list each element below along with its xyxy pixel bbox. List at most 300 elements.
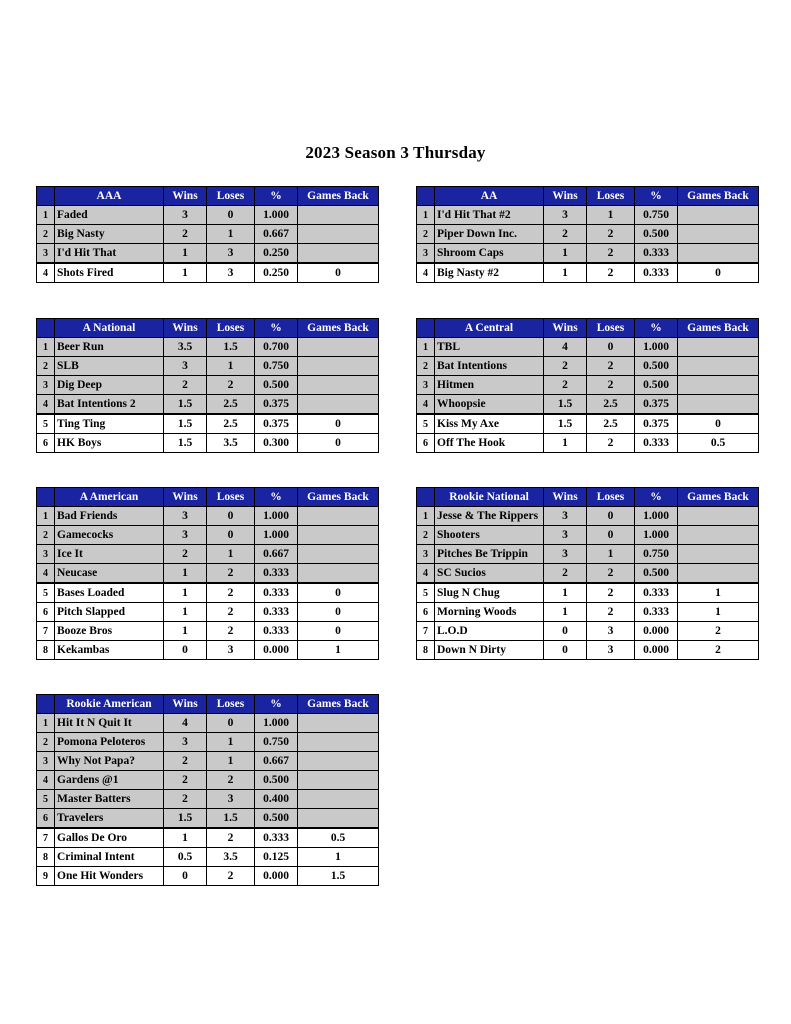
team-wins: 2 <box>164 225 207 244</box>
team-pct: 0.667 <box>255 752 298 771</box>
team-games-back <box>678 507 759 526</box>
team-wins: 2 <box>544 225 587 244</box>
team-pct: 1.000 <box>635 507 678 526</box>
team-games-back <box>298 338 379 357</box>
team-wins: 2 <box>164 771 207 790</box>
table-header-row <box>37 319 379 338</box>
row-rank: 1 <box>37 206 55 225</box>
team-loses: 2 <box>207 583 255 603</box>
team-pct: 0.333 <box>635 244 678 264</box>
team-name: Kekambas <box>55 641 164 660</box>
team-loses: 3 <box>587 622 635 641</box>
team-name: Shroom Caps <box>435 244 544 264</box>
team-games-back: 1 <box>678 603 759 622</box>
team-wins: 1.5 <box>544 395 587 415</box>
team-wins: 3.5 <box>164 338 207 357</box>
table-row <box>417 641 759 660</box>
team-pct: 0.333 <box>635 583 678 603</box>
team-loses: 2 <box>587 376 635 395</box>
row-rank: 4 <box>417 564 435 584</box>
column-header-loses: Loses <box>207 488 255 507</box>
team-name: Gallos De Oro <box>55 828 164 848</box>
team-loses: 1 <box>207 357 255 376</box>
table-row <box>417 583 759 603</box>
team-games-back <box>678 545 759 564</box>
row-rank: 2 <box>37 225 55 244</box>
team-name: Pitch Slapped <box>55 603 164 622</box>
row-rank: 6 <box>37 603 55 622</box>
row-rank: 8 <box>37 848 55 867</box>
team-pct: 0.375 <box>635 414 678 434</box>
team-wins: 1 <box>164 603 207 622</box>
team-wins: 2 <box>164 376 207 395</box>
row-rank: 6 <box>417 603 435 622</box>
column-header-pct: % <box>635 319 678 338</box>
team-name: Travelers <box>55 809 164 829</box>
table-row <box>37 867 379 886</box>
table-row <box>37 790 379 809</box>
table-header-row <box>417 319 759 338</box>
column-header-pct: % <box>255 488 298 507</box>
team-pct: 0.333 <box>255 583 298 603</box>
table-header-row <box>37 695 379 714</box>
table-row <box>37 809 379 829</box>
column-header-rank <box>417 319 435 338</box>
team-loses: 2 <box>587 263 635 283</box>
team-loses: 2 <box>587 564 635 584</box>
team-wins: 1.5 <box>164 395 207 415</box>
row-rank: 6 <box>417 434 435 453</box>
team-name: Bat Intentions 2 <box>55 395 164 415</box>
team-name: Big Nasty <box>55 225 164 244</box>
team-games-back: 0 <box>678 263 759 283</box>
team-wins: 1 <box>164 244 207 264</box>
table-row <box>37 545 379 564</box>
team-pct: 1.000 <box>635 338 678 357</box>
team-name: Pitches Be Trippin <box>435 545 544 564</box>
team-loses: 3 <box>207 244 255 264</box>
team-name: Criminal Intent <box>55 848 164 867</box>
team-pct: 0.400 <box>255 790 298 809</box>
column-header-pct: % <box>255 695 298 714</box>
row-rank: 5 <box>417 583 435 603</box>
team-loses: 2 <box>207 603 255 622</box>
table-row <box>417 225 759 244</box>
standings-table <box>36 186 379 283</box>
table-header-row <box>417 488 759 507</box>
table-row <box>37 414 379 434</box>
team-games-back <box>678 244 759 264</box>
team-pct: 0.500 <box>635 564 678 584</box>
division-table-aaa <box>36 186 379 283</box>
team-games-back <box>678 225 759 244</box>
row-rank: 2 <box>417 526 435 545</box>
team-pct: 1.000 <box>635 526 678 545</box>
table-row <box>417 414 759 434</box>
row-rank: 2 <box>37 357 55 376</box>
team-name: Kiss My Axe <box>435 414 544 434</box>
team-games-back <box>678 357 759 376</box>
table-row <box>37 434 379 453</box>
team-pct: 0.500 <box>635 357 678 376</box>
team-wins: 2 <box>544 376 587 395</box>
column-header-pct: % <box>635 187 678 206</box>
table-row <box>37 357 379 376</box>
row-rank: 1 <box>37 338 55 357</box>
team-name: Down N Dirty <box>435 641 544 660</box>
team-pct: 0.000 <box>635 641 678 660</box>
team-wins: 2 <box>544 357 587 376</box>
row-rank: 4 <box>417 263 435 283</box>
team-games-back: 0.5 <box>298 828 379 848</box>
table-row <box>37 848 379 867</box>
team-wins: 1.5 <box>544 414 587 434</box>
table-row <box>417 357 759 376</box>
team-name: Hit It N Quit It <box>55 714 164 733</box>
row-rank: 4 <box>37 564 55 584</box>
table-row <box>37 603 379 622</box>
division-name: A National <box>55 319 164 338</box>
table-row <box>417 263 759 283</box>
column-header-wins: Wins <box>544 488 587 507</box>
team-loses: 0 <box>207 206 255 225</box>
column-header-pct: % <box>635 488 678 507</box>
team-name: Bat Intentions <box>435 357 544 376</box>
column-header-loses: Loses <box>587 488 635 507</box>
team-name: Ice It <box>55 545 164 564</box>
column-header-loses: Loses <box>207 695 255 714</box>
team-wins: 0 <box>164 641 207 660</box>
table-row <box>37 263 379 283</box>
column-header-rank <box>417 488 435 507</box>
team-name: Big Nasty #2 <box>435 263 544 283</box>
team-wins: 2 <box>164 752 207 771</box>
division-table-a-central <box>416 318 759 453</box>
table-header-row <box>37 187 379 206</box>
team-loses: 2 <box>207 376 255 395</box>
row-rank: 5 <box>37 790 55 809</box>
table-row <box>37 376 379 395</box>
team-games-back <box>298 357 379 376</box>
team-games-back: 0.5 <box>678 434 759 453</box>
team-name: Slug N Chug <box>435 583 544 603</box>
row-rank: 3 <box>37 376 55 395</box>
row-rank: 4 <box>37 395 55 415</box>
standings-table <box>416 186 759 283</box>
team-wins: 3 <box>164 526 207 545</box>
row-rank: 5 <box>417 414 435 434</box>
team-loses: 1 <box>207 733 255 752</box>
team-name: SLB <box>55 357 164 376</box>
team-loses: 3 <box>207 790 255 809</box>
column-header-games-back: Games Back <box>298 488 379 507</box>
team-loses: 2.5 <box>587 395 635 415</box>
team-wins: 3 <box>164 733 207 752</box>
team-loses: 2 <box>587 357 635 376</box>
team-loses: 2.5 <box>207 414 255 434</box>
team-pct: 0.500 <box>255 809 298 829</box>
team-name: Faded <box>55 206 164 225</box>
team-pct: 0.125 <box>255 848 298 867</box>
column-header-loses: Loses <box>207 187 255 206</box>
division-name: Rookie American <box>55 695 164 714</box>
table-header-row <box>417 187 759 206</box>
team-games-back <box>298 752 379 771</box>
table-row <box>417 244 759 264</box>
team-pct: 0.750 <box>255 357 298 376</box>
team-games-back: 0 <box>298 414 379 434</box>
column-header-games-back: Games Back <box>298 187 379 206</box>
team-games-back: 0 <box>678 414 759 434</box>
team-loses: 1 <box>207 225 255 244</box>
row-rank: 8 <box>417 641 435 660</box>
team-name: Shots Fired <box>55 263 164 283</box>
table-row <box>37 564 379 584</box>
team-games-back: 2 <box>678 622 759 641</box>
team-wins: 1 <box>544 434 587 453</box>
team-pct: 0.750 <box>635 545 678 564</box>
team-pct: 0.333 <box>635 263 678 283</box>
team-name: Jesse & The Rippers <box>435 507 544 526</box>
team-games-back <box>678 206 759 225</box>
team-wins: 1.5 <box>164 414 207 434</box>
team-games-back <box>298 790 379 809</box>
team-wins: 1 <box>544 603 587 622</box>
team-wins: 4 <box>164 714 207 733</box>
column-header-pct: % <box>255 187 298 206</box>
column-header-wins: Wins <box>164 319 207 338</box>
team-loses: 1.5 <box>207 809 255 829</box>
column-header-games-back: Games Back <box>678 319 759 338</box>
row-rank: 2 <box>417 225 435 244</box>
row-rank: 2 <box>417 357 435 376</box>
row-rank: 3 <box>417 244 435 264</box>
team-loses: 3 <box>207 641 255 660</box>
table-row <box>37 752 379 771</box>
team-games-back: 0 <box>298 603 379 622</box>
column-header-wins: Wins <box>544 187 587 206</box>
team-games-back: 1 <box>678 583 759 603</box>
team-loses: 1 <box>207 545 255 564</box>
row-rank: 2 <box>37 526 55 545</box>
team-games-back <box>298 564 379 584</box>
team-pct: 1.000 <box>255 714 298 733</box>
team-loses: 2 <box>587 434 635 453</box>
team-name: Master Batters <box>55 790 164 809</box>
division-name: A Central <box>435 319 544 338</box>
team-name: Pomona Peloteros <box>55 733 164 752</box>
team-loses: 0 <box>207 714 255 733</box>
column-header-rank <box>37 319 55 338</box>
table-row <box>417 564 759 584</box>
team-games-back: 0 <box>298 622 379 641</box>
row-rank: 7 <box>417 622 435 641</box>
team-loses: 2 <box>207 828 255 848</box>
division-table-a-national <box>36 318 379 453</box>
team-name: Bad Friends <box>55 507 164 526</box>
team-pct: 0.333 <box>255 603 298 622</box>
team-loses: 2 <box>587 244 635 264</box>
team-pct: 0.375 <box>635 395 678 415</box>
standings-table <box>416 318 759 453</box>
team-games-back <box>298 771 379 790</box>
team-wins: 2 <box>164 790 207 809</box>
team-pct: 0.000 <box>255 641 298 660</box>
team-wins: 0 <box>544 622 587 641</box>
row-rank: 1 <box>417 206 435 225</box>
table-row <box>37 526 379 545</box>
team-wins: 0.5 <box>164 848 207 867</box>
team-games-back: 0 <box>298 434 379 453</box>
team-loses: 2 <box>207 771 255 790</box>
row-rank: 3 <box>417 545 435 564</box>
team-pct: 0.300 <box>255 434 298 453</box>
team-wins: 1 <box>164 622 207 641</box>
team-pct: 0.000 <box>255 867 298 886</box>
team-loses: 2 <box>587 603 635 622</box>
table-row <box>417 507 759 526</box>
team-pct: 0.000 <box>635 622 678 641</box>
column-header-pct: % <box>255 319 298 338</box>
team-games-back <box>298 545 379 564</box>
team-pct: 0.375 <box>255 395 298 415</box>
team-games-back <box>678 338 759 357</box>
row-rank: 3 <box>37 244 55 264</box>
team-games-back <box>298 244 379 264</box>
team-name: Dig Deep <box>55 376 164 395</box>
standings-table <box>416 487 759 660</box>
team-games-back <box>678 526 759 545</box>
team-pct: 0.333 <box>255 828 298 848</box>
table-row <box>37 507 379 526</box>
division-table-aa <box>416 186 759 283</box>
row-rank: 3 <box>37 752 55 771</box>
row-rank: 8 <box>37 641 55 660</box>
table-row <box>37 828 379 848</box>
team-pct: 1.000 <box>255 526 298 545</box>
table-row <box>37 206 379 225</box>
team-pct: 0.500 <box>635 376 678 395</box>
team-name: Gardens @1 <box>55 771 164 790</box>
team-games-back <box>678 395 759 415</box>
team-name: Piper Down Inc. <box>435 225 544 244</box>
row-rank: 1 <box>417 507 435 526</box>
team-pct: 0.750 <box>255 733 298 752</box>
table-row <box>417 395 759 415</box>
team-loses: 3.5 <box>207 434 255 453</box>
column-header-wins: Wins <box>164 488 207 507</box>
standings-table <box>36 487 379 660</box>
table-row <box>37 733 379 752</box>
row-rank: 3 <box>417 376 435 395</box>
table-row <box>37 714 379 733</box>
team-pct: 0.500 <box>635 225 678 244</box>
division-table-rookie-national <box>416 487 759 660</box>
team-wins: 1.5 <box>164 809 207 829</box>
team-games-back: 0 <box>298 583 379 603</box>
team-loses: 0 <box>587 338 635 357</box>
column-header-rank <box>37 187 55 206</box>
team-pct: 0.500 <box>255 376 298 395</box>
team-wins: 3 <box>164 206 207 225</box>
team-wins: 0 <box>164 867 207 886</box>
standings-table <box>36 694 379 886</box>
team-games-back <box>298 809 379 829</box>
team-games-back: 1 <box>298 848 379 867</box>
team-wins: 3 <box>544 526 587 545</box>
team-wins: 1 <box>164 828 207 848</box>
table-row <box>37 622 379 641</box>
division-table-a-american <box>36 487 379 660</box>
team-name: Hitmen <box>435 376 544 395</box>
team-loses: 3 <box>207 263 255 283</box>
team-games-back: 1 <box>298 641 379 660</box>
team-games-back <box>298 225 379 244</box>
table-row <box>417 603 759 622</box>
team-games-back <box>298 395 379 415</box>
row-rank: 5 <box>37 414 55 434</box>
row-rank: 7 <box>37 828 55 848</box>
team-loses: 1.5 <box>207 338 255 357</box>
table-row <box>37 338 379 357</box>
team-pct: 0.375 <box>255 414 298 434</box>
row-rank: 5 <box>37 583 55 603</box>
row-rank: 1 <box>37 507 55 526</box>
team-wins: 1 <box>544 583 587 603</box>
team-games-back <box>298 376 379 395</box>
team-name: I'd Hit That <box>55 244 164 264</box>
team-wins: 1.5 <box>164 434 207 453</box>
column-header-loses: Loses <box>587 187 635 206</box>
table-row <box>37 225 379 244</box>
team-wins: 1 <box>544 263 587 283</box>
column-header-games-back: Games Back <box>298 319 379 338</box>
table-row <box>417 338 759 357</box>
team-wins: 1 <box>164 564 207 584</box>
row-rank: 4 <box>417 395 435 415</box>
team-name: HK Boys <box>55 434 164 453</box>
table-row <box>37 641 379 660</box>
team-wins: 3 <box>164 357 207 376</box>
division-name: A American <box>55 488 164 507</box>
team-loses: 2 <box>587 583 635 603</box>
row-rank: 6 <box>37 809 55 829</box>
page-title: 2023 Season 3 Thursday <box>305 143 486 162</box>
team-loses: 2 <box>587 225 635 244</box>
team-games-back <box>298 507 379 526</box>
row-rank: 6 <box>37 434 55 453</box>
team-loses: 3.5 <box>207 848 255 867</box>
team-pct: 0.333 <box>255 564 298 584</box>
team-name: Morning Woods <box>435 603 544 622</box>
team-loses: 2.5 <box>207 395 255 415</box>
team-wins: 1 <box>164 583 207 603</box>
team-loses: 2 <box>207 867 255 886</box>
team-pct: 0.333 <box>635 603 678 622</box>
row-rank: 4 <box>37 263 55 283</box>
row-rank: 1 <box>37 714 55 733</box>
column-header-rank <box>37 488 55 507</box>
table-row <box>417 376 759 395</box>
team-games-back <box>298 733 379 752</box>
table-header-row <box>37 488 379 507</box>
team-pct: 0.333 <box>635 434 678 453</box>
team-loses: 3 <box>587 641 635 660</box>
team-name: SC Sucios <box>435 564 544 584</box>
row-rank: 7 <box>37 622 55 641</box>
team-name: Whoopsie <box>435 395 544 415</box>
division-name: Rookie National <box>435 488 544 507</box>
